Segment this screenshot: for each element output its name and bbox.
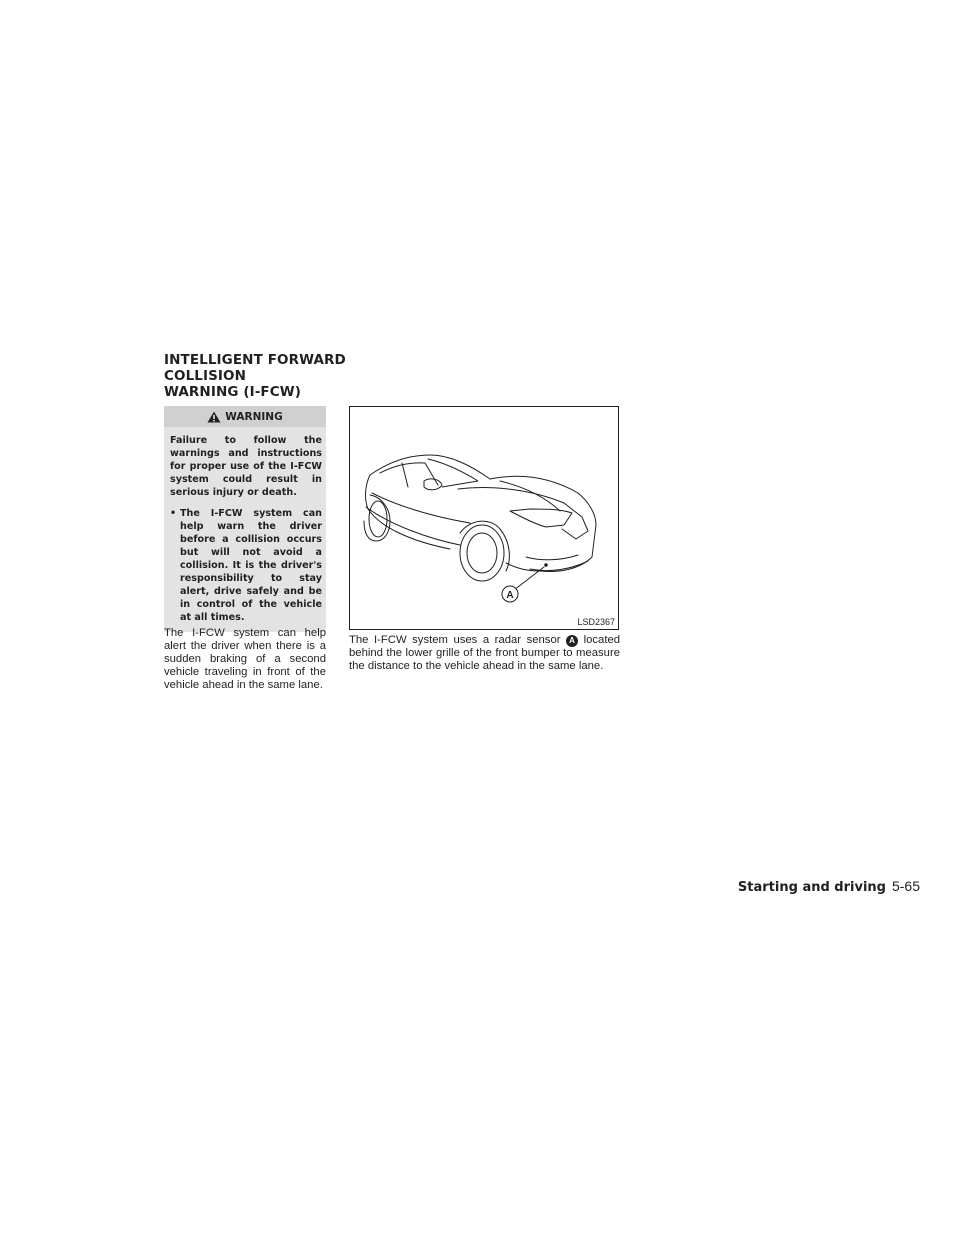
- sensor-text-after: located behind the lower grille of the front bumper to measure the distance to the vehicle ahead in the same lane.: [349, 634, 621, 672]
- warning-intro: Failure to follow the warnings and instructions for proper use of the I-FCW system could result in serious injury or death.: [170, 435, 322, 498]
- section-title-line-2: WARNING (I-FCW): [164, 384, 302, 400]
- page-number: 5-65: [891, 878, 920, 894]
- vehicle-figure: [349, 406, 619, 630]
- sensor-text-before: The I-FCW system uses a radar sensor: [349, 634, 561, 646]
- callout-marker-a: A: [566, 635, 578, 647]
- page-footer: [700, 878, 920, 895]
- section-title: [164, 352, 404, 400]
- section-title-line-1: INTELLIGENT FORWARD COLLISION: [164, 352, 346, 384]
- warning-header-label: WARNING: [225, 410, 283, 423]
- warning-bullet-text: The I-FCW system can help warn the driver before a collision occurs but will not avoid a collision. It is the driver's responsibility to stay alert, drive safely and be in control of the vehicle at all times.: [180, 508, 322, 623]
- warning-triangle-icon: [207, 411, 221, 423]
- warning-header: [164, 406, 326, 427]
- bullet-mark: •: [170, 508, 177, 519]
- figure-code: LSD2367: [577, 617, 615, 627]
- warning-body: [164, 427, 326, 624]
- intro-paragraph: The I-FCW system can help alert the driver when there is a sudden braking of a second vehicle traveling in front of the vehicle ahead in the same lane.: [164, 627, 326, 691]
- warning-box: [164, 406, 326, 632]
- warning-bullet: [170, 507, 322, 624]
- footer-section: Starting and driving: [737, 880, 886, 895]
- sensor-paragraph: [349, 634, 620, 673]
- figure-callout-a: A: [506, 590, 514, 601]
- car-illustration: [350, 407, 618, 629]
